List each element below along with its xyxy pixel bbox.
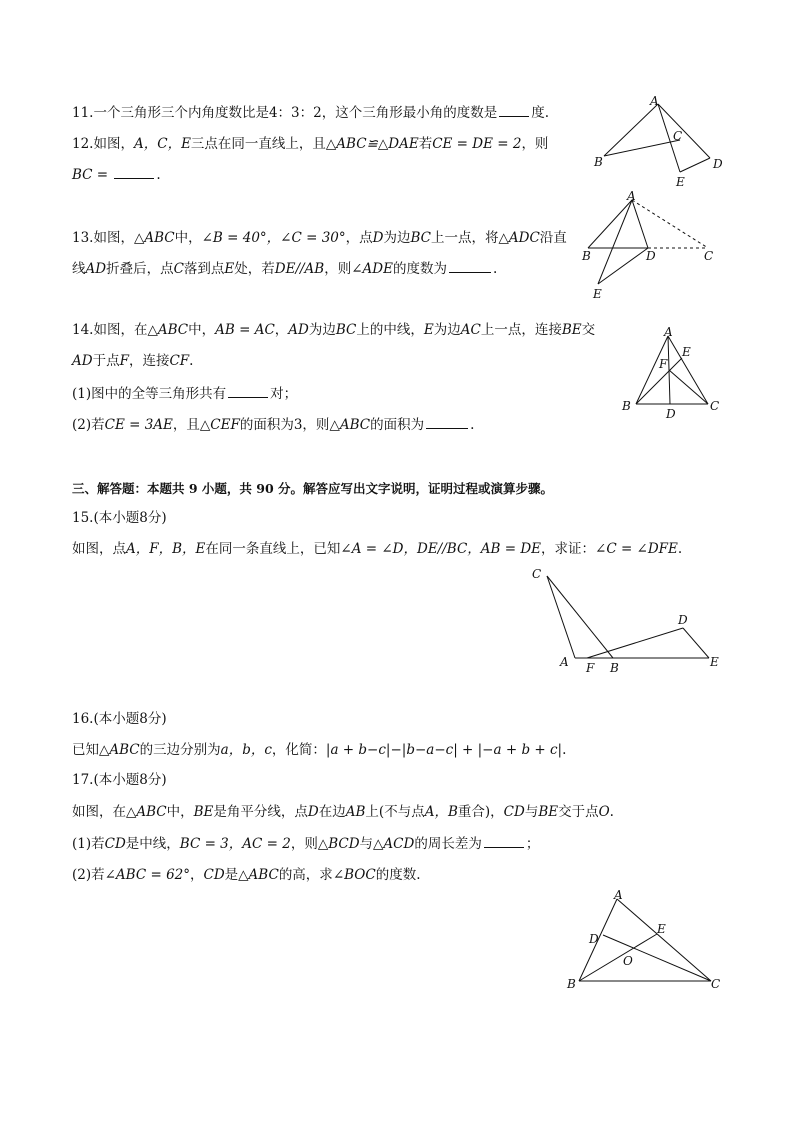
q14-text: 对；: [270, 386, 298, 402]
label-c: C: [710, 399, 720, 413]
q13-math: △ABC: [133, 230, 175, 246]
label-a: A: [664, 325, 673, 339]
q16-text: 的三边分别为: [139, 742, 221, 758]
q14-text: 上的中线，: [356, 322, 424, 338]
label-c: C: [673, 129, 683, 143]
q14-math: AC: [460, 322, 481, 338]
figure-q14: [620, 322, 740, 422]
q13-line-1: [72, 229, 567, 247]
q17-text: 与: [359, 836, 374, 852]
section-3-heading: 三、解答题：本题共 9 小题，共 90 分。解答应写出文字说明，证明过程或演算步骤。: [72, 481, 554, 496]
q13-text: 上一点，将: [431, 230, 499, 246]
q17-math: A，B: [424, 804, 458, 820]
q11-text-b: 度.: [531, 105, 550, 121]
q14-math: AD: [288, 322, 309, 338]
q17-text: 的周长差为: [414, 836, 482, 852]
q17-math: CD: [203, 867, 225, 883]
label-e: E: [710, 655, 719, 669]
q15-head: 15.(本小题8分): [72, 510, 167, 526]
q13-math: DE//AB: [274, 261, 325, 277]
segment-ad: [632, 200, 648, 248]
q17-head: 17.(本小题8分): [72, 772, 167, 788]
q14-text: (2)若: [72, 417, 105, 433]
q14-text: 于点: [92, 353, 120, 369]
q13-math: BC: [410, 230, 431, 246]
q17-line-3: [72, 866, 421, 884]
q13-text: 沿直: [539, 230, 567, 246]
segment-de: [683, 628, 709, 658]
q17-math: △ABC: [238, 867, 279, 883]
label-e: E: [657, 922, 666, 936]
q12-text: ，则: [521, 136, 549, 152]
q14-text: .: [470, 417, 475, 433]
q14-line-3: [72, 384, 297, 403]
segment-ab: [588, 200, 632, 248]
q13-text: 的度数为: [392, 261, 447, 277]
q14-math: BE: [561, 322, 582, 338]
q14-math: △ABC: [329, 417, 371, 433]
q13-math: D: [372, 230, 384, 246]
q16-math: △ABC: [99, 742, 140, 758]
q12-text: 三点在同一直线上，且: [190, 136, 326, 152]
q17-math: BE: [538, 804, 559, 820]
q17-text: 交于点: [558, 804, 599, 820]
q14-math: F: [119, 353, 129, 369]
q17-math: △ACD: [373, 836, 415, 852]
q15-math: A，F，B，E: [126, 541, 206, 557]
q17-math: CD: [503, 804, 525, 820]
q14-math: BC: [335, 322, 357, 338]
q17-text: 的度数.: [375, 867, 421, 883]
q17-text: 是: [224, 867, 239, 883]
figure-q12: [590, 92, 730, 192]
q17-text: ，则: [290, 836, 318, 852]
segment-bc: [604, 140, 680, 156]
q12-math: A，C，E: [133, 136, 191, 152]
q17-text: ，: [190, 867, 204, 883]
q13-math: E: [224, 261, 235, 277]
q13-math: ∠B = 40°，∠C = 30°: [201, 230, 346, 246]
q17-text: .: [609, 804, 614, 820]
q14-math: AB = AC: [215, 322, 275, 338]
label-e: E: [676, 175, 685, 189]
label-d: D: [589, 932, 599, 946]
q17-text: (2)若: [72, 867, 105, 883]
q16-math: |a + b−c|−|b−a−c| + |−a + b + c|: [325, 742, 563, 758]
q15-math: ∠A = ∠D，DE//BC，AB = DE: [340, 541, 542, 557]
q14-text: 14.如图，在: [72, 322, 148, 338]
q14-text: 上一点，连接: [480, 322, 562, 338]
label-f: F: [659, 357, 668, 371]
q15-text: 在同一条直线上，已知: [205, 541, 341, 557]
q14-text: ，: [274, 322, 289, 338]
q13-text: ，则: [324, 261, 352, 277]
q16-line-1: [72, 741, 566, 759]
q15-text: ，求证：: [541, 541, 596, 557]
q17-math: ∠ABC = 62°: [104, 867, 191, 883]
q13-math: C: [173, 261, 184, 277]
q15-math: ∠C = ∠DFE: [595, 541, 678, 557]
label-a: A: [650, 94, 659, 108]
q17-text: 与: [524, 804, 539, 820]
q16-math: a，b，c: [220, 742, 272, 758]
q17-text: 在边: [318, 804, 346, 820]
q14-text: 为边: [433, 322, 461, 338]
q14-text: 的面积为: [370, 417, 425, 433]
q14-math: △CEF: [199, 417, 240, 433]
q17-math: ∠BOC: [332, 867, 376, 883]
segment-ac: [632, 200, 708, 248]
q14-math: CE = 3AE: [104, 417, 173, 433]
q14-text: ，连接: [128, 353, 170, 369]
q13-text: 线: [72, 261, 86, 277]
q17-math: AB: [345, 804, 366, 820]
q12-text: .: [156, 167, 161, 183]
q12-math: CE = DE = 2: [432, 136, 522, 152]
q16-text: .: [562, 742, 567, 758]
q17-math: BC = 3，AC = 2: [179, 836, 291, 852]
q17-math: CD: [104, 836, 126, 852]
label-c: C: [711, 977, 721, 991]
q17-text: ；: [525, 836, 540, 852]
label-d: D: [678, 613, 688, 627]
q11-line: [72, 103, 549, 122]
label-b: B: [610, 661, 619, 675]
q15-text: 如图，点: [72, 541, 126, 557]
q14-text: ，且: [172, 417, 200, 433]
q13-text: 折叠后，点: [106, 261, 174, 277]
q17-text: (1)若: [72, 836, 105, 852]
segment-cb: [547, 576, 613, 658]
q17-text: 的高，求: [278, 867, 333, 883]
q14-line-4: [72, 415, 474, 434]
q14-line-1: [72, 321, 595, 339]
q14-math: △ABC: [147, 322, 189, 338]
q12-math: BC =: [72, 167, 113, 183]
q12-answer-blank[interactable]: [114, 165, 154, 179]
segment-ac: [617, 899, 711, 981]
label-b: B: [582, 249, 591, 263]
label-d: D: [713, 157, 723, 171]
label-a: A: [627, 189, 636, 203]
q17-text: 是中线，: [125, 836, 180, 852]
q14-answer-blank-2[interactable]: [426, 415, 468, 429]
q17-math: △BCD: [317, 836, 360, 852]
q14-text: (1)图中的全等三角形共有: [72, 386, 227, 402]
q17-text: 中，: [166, 804, 194, 820]
q13-text: 13.如图，: [72, 230, 134, 246]
label-c: C: [532, 567, 542, 581]
segment-cf: [669, 370, 708, 404]
q17-math: △ABC: [126, 804, 167, 820]
q11-text-a: 11.一个三角形三个内角度数比是4：3：2，这个三角形最小角的度数是: [72, 105, 498, 121]
q14-math: AD: [72, 353, 93, 369]
q12-text: 12.如图，: [72, 136, 134, 152]
q15-line-1: [72, 540, 682, 558]
q14-text: .: [189, 353, 194, 369]
label-o: O: [623, 954, 633, 968]
q17-text: 重合)，: [457, 804, 504, 820]
q13-text: 处，若: [234, 261, 275, 277]
q11-answer-blank[interactable]: [499, 103, 529, 117]
q17-text: 上(不与点: [365, 804, 425, 820]
q13-line-2: [72, 259, 497, 278]
q14-text: 的面积为3，则: [239, 417, 330, 433]
label-c: C: [704, 249, 714, 263]
label-a: A: [614, 888, 623, 902]
q14-answer-blank-1[interactable]: [228, 384, 268, 398]
q14-line-2: [72, 352, 193, 370]
q14-math: CF: [169, 353, 190, 369]
segment-ad: [658, 104, 710, 158]
q13-text: 落到点: [183, 261, 225, 277]
figure-q17: [565, 885, 735, 995]
segment-dc: [603, 935, 711, 981]
q13-text: .: [492, 261, 498, 277]
q16-text: ，化简：: [271, 742, 326, 758]
q12-math: △ABC≌△DAE: [325, 136, 419, 152]
q14-text: 中，: [188, 322, 216, 338]
q14-text: 交: [581, 322, 596, 338]
q16-text: 已知: [72, 742, 99, 758]
q12-text: 若: [418, 136, 433, 152]
q12-line-1: [72, 135, 548, 153]
label-d: D: [666, 407, 676, 421]
q13-text: ，点: [345, 230, 373, 246]
q17-math: O: [598, 804, 610, 820]
q16-head: 16.(本小题8分): [72, 711, 167, 727]
q14-math: E: [423, 322, 434, 338]
q17-text: 如图，在: [72, 804, 126, 820]
label-b: B: [594, 155, 603, 169]
q17-line-2: [72, 834, 539, 853]
q13-text: 为边: [383, 230, 411, 246]
label-d: D: [646, 249, 656, 263]
label-b: B: [567, 977, 576, 991]
q13-math: ∠ADE: [351, 261, 393, 277]
segment-ab: [604, 104, 658, 156]
label-e: E: [593, 287, 602, 301]
q14-text: 为边: [308, 322, 336, 338]
label-e: E: [682, 345, 691, 359]
label-f: F: [586, 661, 595, 675]
figure-q15: [525, 562, 745, 682]
q13-text: 中，: [174, 230, 202, 246]
q17-math: BE: [193, 804, 214, 820]
q13-math: △ADC: [498, 230, 540, 246]
label-a: A: [560, 655, 569, 669]
q17-answer-blank[interactable]: [484, 834, 524, 848]
q13-math: AD: [85, 261, 107, 277]
q17-text: 是角平分线，点: [213, 804, 308, 820]
q17-math: D: [307, 804, 319, 820]
segment-ca: [547, 576, 575, 658]
segment-de: [680, 158, 710, 172]
q12-line-2: [72, 165, 161, 184]
q13-answer-blank[interactable]: [449, 259, 491, 273]
label-b: B: [622, 399, 631, 413]
q15-text: .: [677, 541, 683, 557]
q17-line-1: [72, 803, 614, 821]
figure-q13: [580, 189, 730, 302]
